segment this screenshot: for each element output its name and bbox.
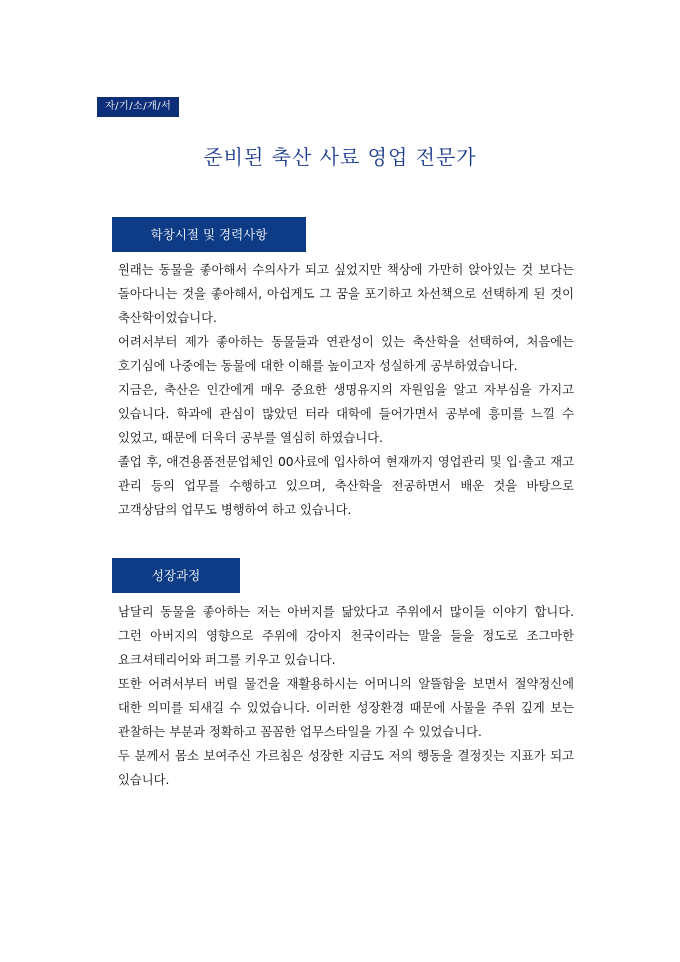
paragraph: 지금은, 축산은 인간에게 매우 중요한 생명유지의 자원임을 알고 자부심을 가지고 있습니다. 학과에 관심이 많았던 터라 대학에 들어가면서 공부에 흥미를 느낄 수 있었고, 때문에 더욱더 공부를 열심히 하였습니다. [118,383,574,445]
section-body-upbringing [118,600,574,792]
document-type-badge: 자/기/소/개/서 [97,97,179,117]
paragraph: 남달리 동물을 좋아하는 저는 아버지를 닮았다고 주위에서 많이들 이야기 합니다. 그런 아버지의 영향으로 주위에 강아지 천국이라는 말을 들을 정도로 조그마한 요크셔테리어와 퍼그를 키우고 있습니다. [118,605,574,667]
paragraph: 어려서부터 제가 좋아하는 동물들과 연관성이 있는 축산학을 선택하여, 처음에는 호기심에 나중에는 동물에 대한 이해를 높이고자 성실하게 공부하였습니다. [118,335,574,373]
section-heading-career: 학창시절 및 경력사항 [112,217,306,252]
paragraph: 또한 어려서부터 버릴 물건을 재활용하시는 어머니의 알뜰함을 보면서 절약정신에 대한 의미를 되새길 수 있었습니다. 이러한 성장환경 때문에 사물을 주위 깊게 보는 관찰하는 부분과 정확하고 꼼꼼한 업무스타일을 가질 수 있었습니다. [118,677,574,739]
paragraph: 졸업 후, 애견용품전문업체인 00사료에 입사하여 현재까지 영업관리 및 입·출고 재고 관리 등의 업무를 수행하고 있으며, 축산학을 전공하면서 배운 것을 바탕으로 고객상담의 업무도 병행하여 하고 있습니다. [118,455,574,517]
paragraph: 원래는 동물을 좋아해서 수의사가 되고 싶었지만 책상에 가만히 앉아있는 것 보다는 돌아다니는 것을 좋아해서, 아쉽게도 그 꿈을 포기하고 차선책으로 선택하게 된 것이 축산학이었습니다. [118,263,574,325]
document-title: 준비된 축산 사료 영업 전문가 [203,145,477,169]
paragraph: 두 분께서 몸소 보여주신 가르침은 성장한 지금도 저의 행동을 결정짓는 지표가 되고 있습니다. [118,749,574,787]
section-body-career [118,258,574,522]
section-heading-upbringing: 성장과정 [112,558,240,593]
